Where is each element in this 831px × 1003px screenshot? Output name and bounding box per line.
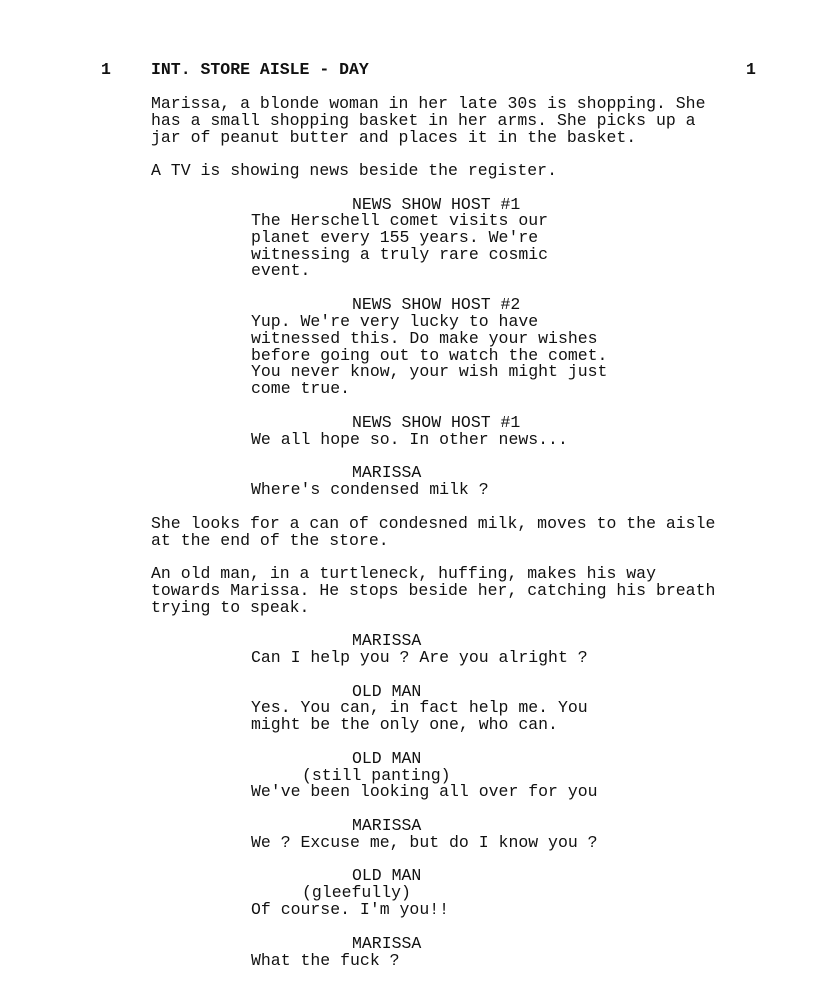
dialogue-line: Yup. We're very lucky to have witnessed this. Do make your wishes before going out to watch the comet. You never know, your wish might just come true.: [251, 312, 608, 399]
character-name: MARISSA: [352, 631, 422, 650]
character-name: MARISSA: [352, 463, 422, 482]
dialogue-line: Can I help you ? Are you alright ?: [251, 648, 588, 667]
character-name: NEWS SHOW HOST #1: [352, 195, 521, 214]
scene-number-left: 1: [101, 60, 111, 79]
dialogue-line: Yes. You can, in fact help me. You might be the only one, who can.: [251, 698, 588, 734]
action-line: She looks for a can of condesned milk, moves to the aisle at the end of the store.: [151, 514, 716, 550]
dialogue-line: We all hope so. In other news...: [251, 430, 568, 449]
dialogue-line: We've been looking all over for you: [251, 782, 598, 801]
character-name: NEWS SHOW HOST #1: [352, 413, 521, 432]
action-line: A TV is showing news beside the register.: [151, 161, 557, 180]
character-name: OLD MAN: [352, 866, 422, 885]
parenthetical: (gleefully): [302, 883, 411, 902]
dialogue-line: What the fuck ?: [251, 951, 400, 970]
action-line: Marissa, a blonde woman in her late 30s is shopping. She has a small shopping basket in her arms. She picks up a jar of peanut butter and places it in the basket.: [151, 94, 706, 147]
action-line: An old man, in a turtleneck, huffing, makes his way towards Marissa. He stops beside her, catching his breath trying to speak.: [151, 564, 716, 617]
scene-heading: INT. STORE AISLE - DAY: [151, 60, 369, 79]
dialogue-line: Where's condensed milk ?: [251, 480, 489, 499]
character-name: OLD MAN: [352, 749, 422, 768]
dialogue-line: The Herschell comet visits our planet every 155 years. We're witnessing a truly rare cosmic event.: [251, 211, 549, 281]
character-name: MARISSA: [352, 934, 422, 953]
parenthetical: (still panting): [302, 766, 451, 785]
character-name: MARISSA: [352, 816, 422, 835]
character-name: OLD MAN: [352, 682, 422, 701]
scene-number-right: 1: [746, 60, 756, 79]
character-name: NEWS SHOW HOST #2: [352, 295, 521, 314]
dialogue-line: Of course. I'm you!!: [251, 900, 450, 919]
dialogue-line: We ? Excuse me, but do I know you ?: [251, 833, 598, 852]
